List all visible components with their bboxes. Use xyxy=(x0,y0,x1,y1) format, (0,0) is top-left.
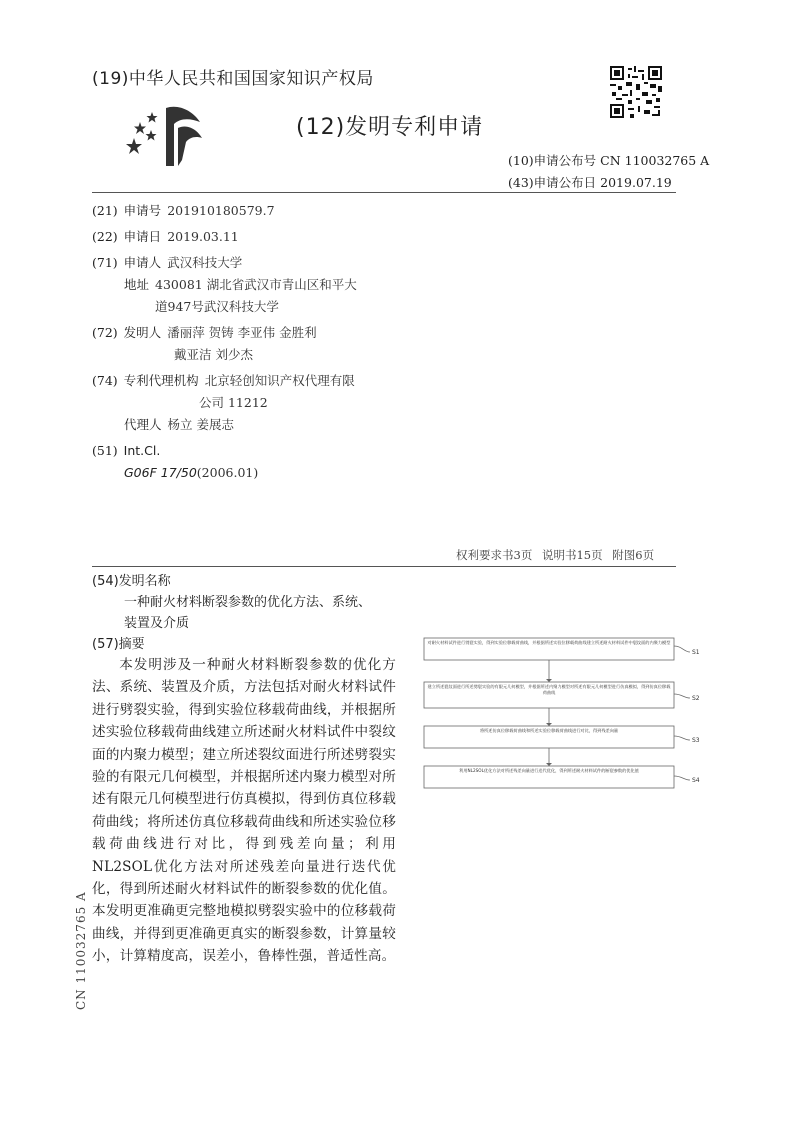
applicant: 武汉科技大学 xyxy=(167,255,243,270)
publication-number xyxy=(508,151,709,169)
agency-code: (74) xyxy=(92,373,118,388)
publication-number-label: (10)申请公布号 xyxy=(508,153,597,168)
ipc-row xyxy=(92,462,432,484)
intcl-code: (51) xyxy=(92,443,118,458)
flow-step-2-text: 建立所述裂纹面进行所述劈裂实验的有限元几何模型，并根据所述内聚力模型对所述有限元几何模型进行仿真模拟，得到仿真位移载荷曲线 xyxy=(427,684,671,695)
header-divider xyxy=(92,192,676,193)
inventors-row xyxy=(92,322,432,344)
filing-date-code: (22) xyxy=(92,229,118,244)
agency-line-1: 北京轻创知识产权代理有限 xyxy=(204,373,355,388)
agency-label: 专利代理机构 xyxy=(123,373,199,388)
inventors-line-2: 戴亚洁 刘少杰 xyxy=(174,347,253,362)
flow-step-3-label: S3 xyxy=(692,737,700,744)
flow-step-3-text: 将所述仿真位移载荷曲线和所述实验位移载荷曲线进行对比，得到残差向量 xyxy=(479,728,619,733)
agency-line-2: 公司 11212 xyxy=(199,395,268,410)
inventors-label: 发明人 xyxy=(123,325,162,340)
bibliographic-data xyxy=(92,200,432,484)
application-number-label: 申请号 xyxy=(123,203,162,218)
flow-step-4-text: 利用NL2SOL优化方法对所述残差向量进行迭代优化，得到所述耐火材料试件的断裂参数的优化值 xyxy=(459,768,639,773)
agency-row-2 xyxy=(92,392,432,414)
qr-code xyxy=(610,66,662,118)
invention-title-line-1: 一种耐火材料断裂参数的优化方法、系统、 xyxy=(124,595,372,610)
publication-number-value: CN 110032765 A xyxy=(600,153,710,168)
filing-date-label: 申请日 xyxy=(123,229,162,244)
flow-step-1-text: 对耐火材料试件进行劈裂实验，得到实验位移载荷曲线，并根据所述实验位移载荷曲线建立所述耐火材料试件中裂纹面的内聚力模型 xyxy=(427,640,671,645)
inventors-code: (72) xyxy=(92,325,118,340)
application-number-code: (21) xyxy=(92,203,118,218)
applicant-label: 申请人 xyxy=(123,255,162,270)
address-line-2: 道947号武汉科技大学 xyxy=(155,299,279,314)
ipc-class: G06F 17/50 xyxy=(124,465,197,480)
invention-title-heading: (54)发明名称 xyxy=(92,574,171,589)
flow-step-1-label: S1 xyxy=(692,649,700,656)
filing-date-row xyxy=(92,226,432,248)
invention-title-line-2: 装置及介质 xyxy=(124,616,190,631)
address-row xyxy=(92,274,432,296)
flow-step-2-label: S2 xyxy=(692,695,700,702)
inventors-row-2 xyxy=(92,344,432,366)
page-counts: 权利要求书3页 说明书15页 附图6页 xyxy=(456,548,655,562)
intcl-label: Int.Cl. xyxy=(123,443,161,458)
abstract-text: 本发明涉及一种耐火材料断裂参数的优化方法、系统、装置及介质，方法包括对耐火材料试件进行劈裂实验，得到实验位移载荷曲线，并根据所述实验位移载荷曲线建立所述耐火材料试件中裂纹面的内聚力模型；建立所述裂纹面进行所述劈裂实验的有限元几何模型，并根据所述内聚力模型对所述有限元几何模型进行仿真模拟，得到仿真位移载荷曲线；将所述仿真位移载荷曲线和所述实验位移载荷曲线进行对比，得到残差向量；利用NL2SOL优化方法对所述残差向量进行迭代优化，得到所述耐火材料试件的断裂参数的优化值。本发明更准确更完整地模拟劈裂实验中的位移载荷曲线，并得到更准确更真实的断裂参数，计算量较小，计算精度高，误差小，鲁棒性强，普适性高。 xyxy=(92,657,396,965)
agents: 杨立 姜展志 xyxy=(167,417,234,432)
publication-date-value: 2019.07.19 xyxy=(600,175,672,190)
filing-date: 2019.03.11 xyxy=(167,229,239,244)
agent-label: 代理人 xyxy=(124,417,162,432)
address-row-2 xyxy=(92,296,432,318)
publication-date xyxy=(508,173,672,191)
abstract-flowchart xyxy=(420,632,710,802)
publication-date-label: (43)申请公布日 xyxy=(508,175,597,190)
office-name: (19)中华人民共和国国家知识产权局 xyxy=(92,69,374,89)
section-divider xyxy=(92,566,676,567)
agency-row xyxy=(92,370,432,392)
inventors-line-1: 潘丽萍 贺铸 李亚伟 金胜利 xyxy=(167,325,317,340)
applicant-code: (71) xyxy=(92,255,118,270)
applicant-row xyxy=(92,252,432,274)
agent-row xyxy=(92,414,432,436)
ipc-version: (2006.01) xyxy=(196,465,259,480)
cnipa-logo xyxy=(120,100,212,170)
application-number-row xyxy=(92,200,432,222)
intcl-row xyxy=(92,440,432,462)
flow-step-4-label: S4 xyxy=(692,777,700,784)
address-line-1: 430081 湖北省武汉市青山区和平大 xyxy=(155,277,357,292)
address-label: 地址 xyxy=(124,277,150,292)
application-number: 201910180579.7 xyxy=(167,203,275,218)
side-publication-code: CN 110032765 A xyxy=(74,891,88,1010)
document-type: (12)发明专利申请 xyxy=(296,115,484,140)
invention-title-section xyxy=(92,571,412,655)
abstract-heading: (57)摘要 xyxy=(92,637,145,652)
